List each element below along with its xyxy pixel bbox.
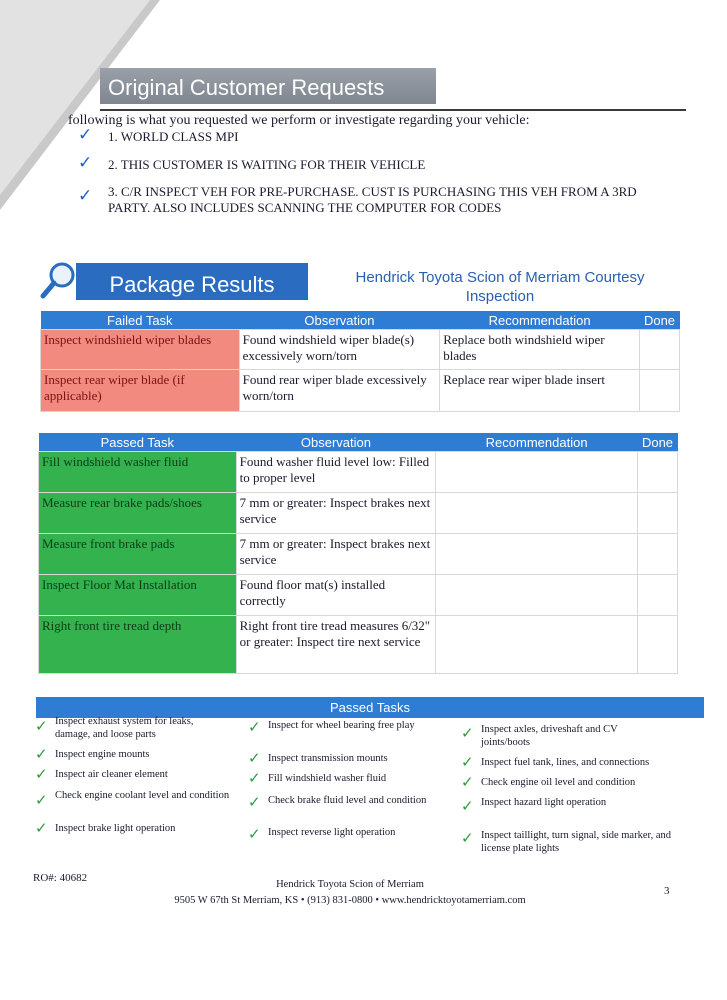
checkmark-icon: ✓ (78, 153, 93, 172)
table-header-row (39, 433, 678, 452)
checkmark-icon: ✓ (461, 726, 474, 742)
observation-cell: 7 mm or greater: Inspect brakes next service (236, 534, 436, 575)
heading-rule (100, 109, 686, 111)
recommendation-cell (436, 493, 638, 534)
done-cell (637, 493, 677, 534)
column-header: Done (637, 433, 677, 452)
checkmark-icon: ✓ (35, 747, 48, 763)
failed-tasks-table (40, 311, 680, 412)
column-header: Observation (236, 433, 436, 452)
checkmark-icon: ✓ (248, 771, 261, 787)
checkmark-icon: ✓ (461, 831, 474, 847)
checkmark-icon: ✓ (248, 827, 261, 843)
dealer-inspection-title: Hendrick Toyota Scion of Merriam Courtesy Inspection (355, 269, 645, 305)
table-header-row (41, 311, 680, 330)
footer-address: 9505 W 67th St Merriam, KS • (913) 831-0800 • www.hendricktoyotamerriam.com (174, 895, 526, 906)
passed-task-cell: Measure rear brake pads/shoes (39, 493, 237, 534)
column-header: Done (639, 311, 679, 330)
checkmark-icon: ✓ (461, 755, 474, 771)
recommendation-cell (436, 616, 638, 674)
checkmark-icon: ✓ (461, 799, 474, 815)
recommendation-cell (436, 452, 638, 493)
repair-order-number: RO#: 40682 (33, 872, 88, 884)
passed-tasks-table (38, 433, 678, 674)
observation-cell: Right front tire tread measures 6/32" or greater: Inspect tire next service (236, 616, 436, 674)
done-cell (637, 452, 677, 493)
observation-cell: Found rear wiper blade excessively worn/torn (239, 370, 440, 412)
done-cell (637, 534, 677, 575)
table-row (39, 575, 678, 616)
recommendation-cell: Replace rear wiper blade insert (440, 370, 640, 412)
passed-task-cell: Measure front brake pads (39, 534, 237, 575)
checkmark-icon: ✓ (35, 767, 48, 783)
checkmark-icon: ✓ (248, 751, 261, 767)
table-row (39, 616, 678, 674)
checkmark-icon: ✓ (35, 793, 48, 809)
column-header: Recommendation (440, 311, 640, 330)
requests-intro: following is what you requested we perform or investigate regarding your vehicle: (68, 113, 530, 128)
observation-cell: 7 mm or greater: Inspect brakes next service (236, 493, 436, 534)
checkmark-icon: ✓ (461, 775, 474, 791)
column-header: Observation (239, 311, 440, 330)
magnifier-icon (40, 260, 78, 300)
checkmark-icon: ✓ (35, 821, 48, 837)
passed-task-cell: Right front tire tread depth (39, 616, 237, 674)
done-cell (639, 330, 679, 370)
failed-task-cell: Inspect windshield wiper blades (41, 330, 240, 370)
recommendation-cell: Replace both windshield wiper blades (440, 330, 640, 370)
passed-task-cell: Inspect Floor Mat Installation (39, 575, 237, 616)
done-cell (637, 575, 677, 616)
table-row (39, 452, 678, 493)
footer-dealer-info (150, 877, 550, 909)
observation-cell: Found floor mat(s) installed correctly (236, 575, 436, 616)
package-results-heading: Package Results (76, 263, 308, 300)
column-header: Passed Task (39, 433, 237, 452)
observation-cell: Found windshield wiper blade(s) excessively worn/torn (239, 330, 440, 370)
table-row (41, 370, 680, 412)
checkmark-icon: ✓ (35, 719, 48, 735)
checkmark-icon: ✓ (248, 795, 261, 811)
done-cell (637, 616, 677, 674)
table-row (39, 493, 678, 534)
page-number: 3 (664, 885, 670, 897)
passed-tasks-heading: Passed Tasks (36, 697, 704, 718)
table-row (39, 534, 678, 575)
footer-dealer-name: Hendrick Toyota Scion of Merriam (276, 879, 424, 890)
customer-requests-heading: Original Customer Requests (100, 68, 436, 104)
table-row (41, 330, 680, 370)
checkmark-icon: ✓ (248, 720, 261, 736)
done-cell (639, 370, 679, 412)
observation-cell: Found washer fluid level low: Filled to proper level (236, 452, 436, 493)
column-header: Failed Task (41, 311, 240, 330)
failed-task-cell: Inspect rear wiper blade (if applicable) (41, 370, 240, 412)
passed-task-cell: Fill windshield washer fluid (39, 452, 237, 493)
checkmark-icon: ✓ (78, 125, 93, 144)
recommendation-cell (436, 534, 638, 575)
checkmark-icon: ✓ (78, 186, 93, 205)
column-header: Recommendation (436, 433, 638, 452)
recommendation-cell (436, 575, 638, 616)
